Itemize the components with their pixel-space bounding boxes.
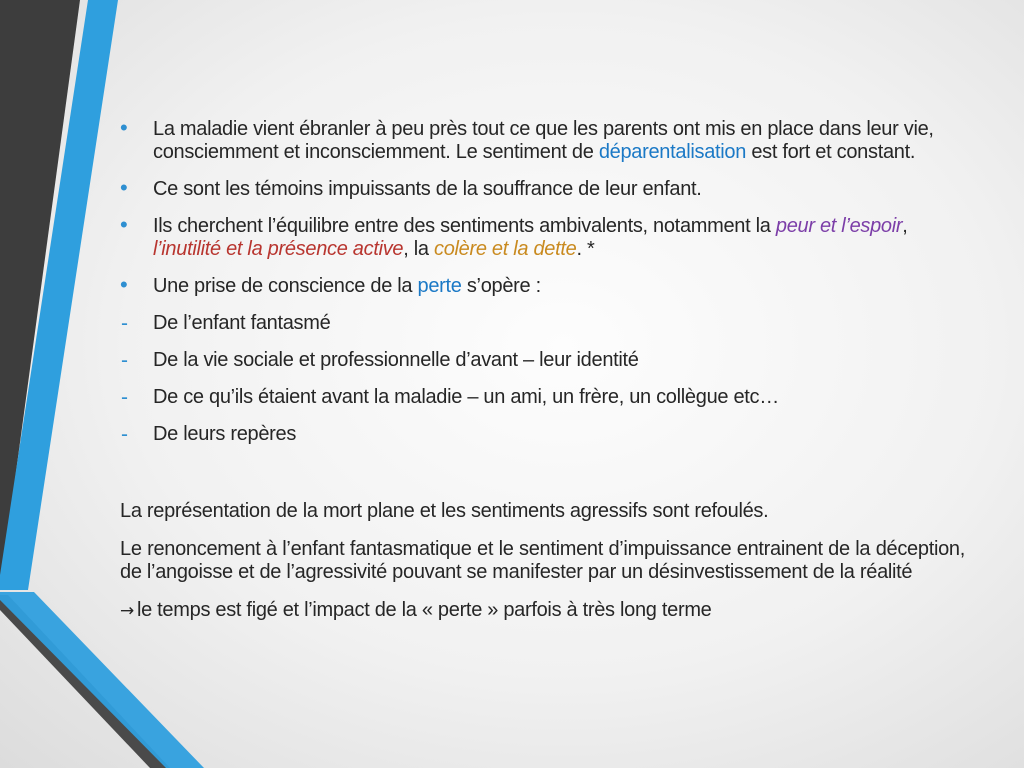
bullet-item-3 <box>120 212 965 261</box>
bullet-text: La maladie vient ébranler à peu près tout ce que les parents ont mis en place dans leur vie, consciemment et inconsciemment. Le sentiment de <box>153 118 934 163</box>
spacer <box>120 460 965 500</box>
paragraph-renoncement: Le renoncement à l’enfant fantasmatique et le sentiment d’impuissance entrainent de la déception, de l’angoisse et de l’agressivité pouvant se manifester par un désinvestissement de la réalité <box>120 538 965 583</box>
dash-icon: - <box>121 312 128 335</box>
separator: , <box>902 215 908 237</box>
highlight-inutilite: l’inutilité et la présence active <box>153 238 404 260</box>
paragraph-representation: La représentation de la mort plane et les sentiments agressifs sont refoulés. <box>120 500 769 522</box>
paragraph-conclusion <box>120 599 965 623</box>
bullet-icon: • <box>120 115 128 140</box>
dash-text: De ce qu’ils étaient avant la maladie – un ami, un frère, un collègue etc… <box>153 386 779 408</box>
bullet-item-4 <box>120 272 965 298</box>
dash-text: De leurs repères <box>153 423 297 445</box>
arrow-right-icon: → <box>120 601 134 621</box>
bullet-icon: • <box>120 175 128 200</box>
bullet-text-end: est fort et constant. <box>746 141 916 163</box>
dash-text: De la vie sociale et professionnelle d’avant – leur identité <box>153 349 639 371</box>
bullet-icon: • <box>120 212 128 237</box>
bullet-item-1 <box>120 115 965 164</box>
conclusion-text: le temps est figé et l’impact de la « perte » parfois à très long terme <box>136 599 712 621</box>
slide-content <box>120 115 965 623</box>
dash-item-3 <box>120 386 965 409</box>
highlight-peur-espoir: peur et l’espoir <box>775 215 903 237</box>
bullet-text-end: s’opère : <box>461 275 541 297</box>
dash-text: De l’enfant fantasmé <box>153 312 331 334</box>
bullet-text: Une prise de conscience de la <box>153 275 418 297</box>
dash-item-2 <box>120 349 965 372</box>
bullet-icon: • <box>120 272 128 297</box>
dash-icon: - <box>121 423 128 446</box>
highlight-perte: perte <box>417 275 462 297</box>
bullet-text: Ils cherchent l’équilibre entre des sentiments ambivalents, notamment la <box>153 215 776 237</box>
dash-item-1 <box>120 312 965 335</box>
dash-icon: - <box>121 386 128 409</box>
highlight-colere-dette: colère et la dette <box>434 238 577 260</box>
separator: , la <box>403 238 434 260</box>
bullet-item-2 <box>120 175 965 201</box>
bullet-text: Ce sont les témoins impuissants de la souffrance de leur enfant. <box>153 178 702 200</box>
dash-icon: - <box>121 349 128 372</box>
highlight-deparentalisation: déparentalisation <box>598 141 747 163</box>
bullet-text-end: . * <box>576 238 595 260</box>
dash-item-4 <box>120 423 965 446</box>
